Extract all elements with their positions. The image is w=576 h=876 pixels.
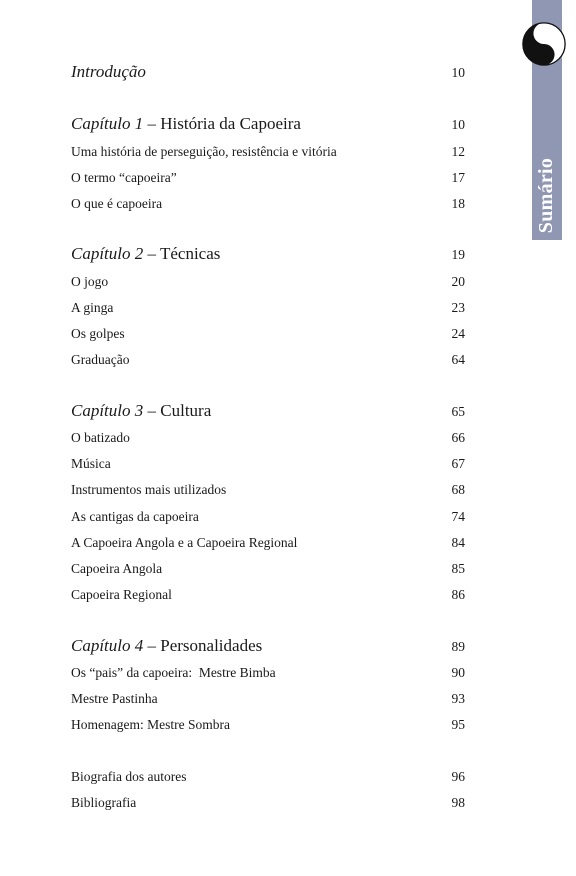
page-number: 10 (451, 65, 465, 80)
toc-entry (71, 456, 465, 472)
entry-title: Os golpes (71, 326, 125, 341)
toc-entry (71, 196, 465, 212)
toc-chapter-3 (71, 401, 465, 421)
page-number: 64 (451, 352, 465, 367)
page-number: 10 (451, 117, 465, 132)
chapter-title: História da Capoeira (160, 114, 301, 133)
page-number: 86 (451, 587, 465, 602)
toc-entry (71, 691, 465, 707)
page-number: 98 (451, 795, 465, 810)
toc-entry (71, 274, 465, 290)
page-number: 74 (451, 509, 465, 524)
toc-entry (71, 430, 465, 446)
toc-entry (71, 535, 465, 551)
dash: – (143, 636, 161, 655)
page-number: 23 (451, 300, 465, 315)
page-number: 24 (451, 326, 465, 341)
entry-title: A Capoeira Angola e a Capoeira Regional (71, 535, 298, 550)
toc-entry (71, 170, 465, 186)
toc-entry (71, 509, 465, 525)
page-number: 20 (451, 274, 465, 289)
chapter-label: Capítulo 3 (71, 401, 144, 420)
page-number: 17 (451, 170, 465, 185)
section-tab-label: Sumário (535, 157, 558, 233)
chapter-title: Técnicas (159, 244, 221, 263)
entry-title: O batizado (71, 430, 130, 445)
entry-title: Os “pais” da capoeira: Mestre Bimba (71, 665, 276, 680)
toc-chapter-2 (71, 244, 465, 264)
toc-entry (71, 144, 465, 160)
toc-entry (71, 352, 465, 368)
dash: – (143, 401, 161, 420)
toc-entry (71, 665, 465, 681)
chapter-title: Personalidades (160, 636, 263, 655)
toc-entry (71, 717, 465, 733)
entry-title: Música (71, 456, 111, 471)
toc-entry-bibliography (71, 795, 465, 811)
chapter-title: Cultura (160, 401, 212, 420)
toc-entry-biography (71, 769, 465, 785)
toc-chapter-4 (71, 636, 465, 656)
page-number: 65 (451, 404, 465, 419)
entry-title: O jogo (71, 274, 109, 289)
entry-title: Bibliografia (71, 795, 137, 810)
page-number: 18 (451, 196, 465, 211)
entry-title: Biografia dos autores (71, 769, 187, 784)
page-number: 90 (451, 665, 465, 680)
page-number: 93 (451, 691, 465, 706)
page-number: 84 (451, 535, 465, 550)
entry-title: Instrumentos mais utilizados (71, 482, 227, 497)
dash: – (143, 114, 161, 133)
page-number: 19 (451, 247, 465, 262)
entry-title: Graduação (71, 352, 130, 367)
toc-entry (71, 326, 465, 342)
entry-title: Capoeira Regional (71, 587, 172, 602)
dash: – (143, 244, 160, 263)
yin-yang-icon (522, 22, 566, 66)
page-number: 96 (451, 769, 465, 784)
entry-title: A ginga (71, 300, 114, 315)
page-number: 68 (451, 482, 465, 497)
entry-title: O termo “capoeira” (71, 170, 177, 185)
entry-title: As cantigas da capoeira (71, 509, 199, 524)
intro-title: Introdução (71, 62, 146, 81)
entry-title: Uma história de perseguição, resistência e vitória (71, 144, 337, 159)
chapter-label: Capítulo 2 (71, 244, 144, 263)
toc-entry (71, 300, 465, 316)
page-number: 12 (451, 144, 465, 159)
toc-entry (71, 561, 465, 577)
page-number: 85 (451, 561, 465, 576)
page-number: 95 (451, 717, 465, 732)
toc-entry (71, 587, 465, 603)
entry-title: O que é capoeira (71, 196, 163, 211)
toc-entry (71, 482, 465, 498)
entry-title: Homenagem: Mestre Sombra (71, 717, 230, 732)
chapter-label: Capítulo 1 (71, 114, 144, 133)
toc-entry-introduction (71, 62, 465, 82)
page-number: 67 (451, 456, 465, 471)
toc-chapter-1 (71, 114, 465, 134)
entry-title: Mestre Pastinha (71, 691, 158, 706)
page-number: 66 (451, 430, 465, 445)
chapter-label: Capítulo 4 (71, 636, 144, 655)
page-number: 89 (451, 639, 465, 654)
entry-title: Capoeira Angola (71, 561, 163, 576)
